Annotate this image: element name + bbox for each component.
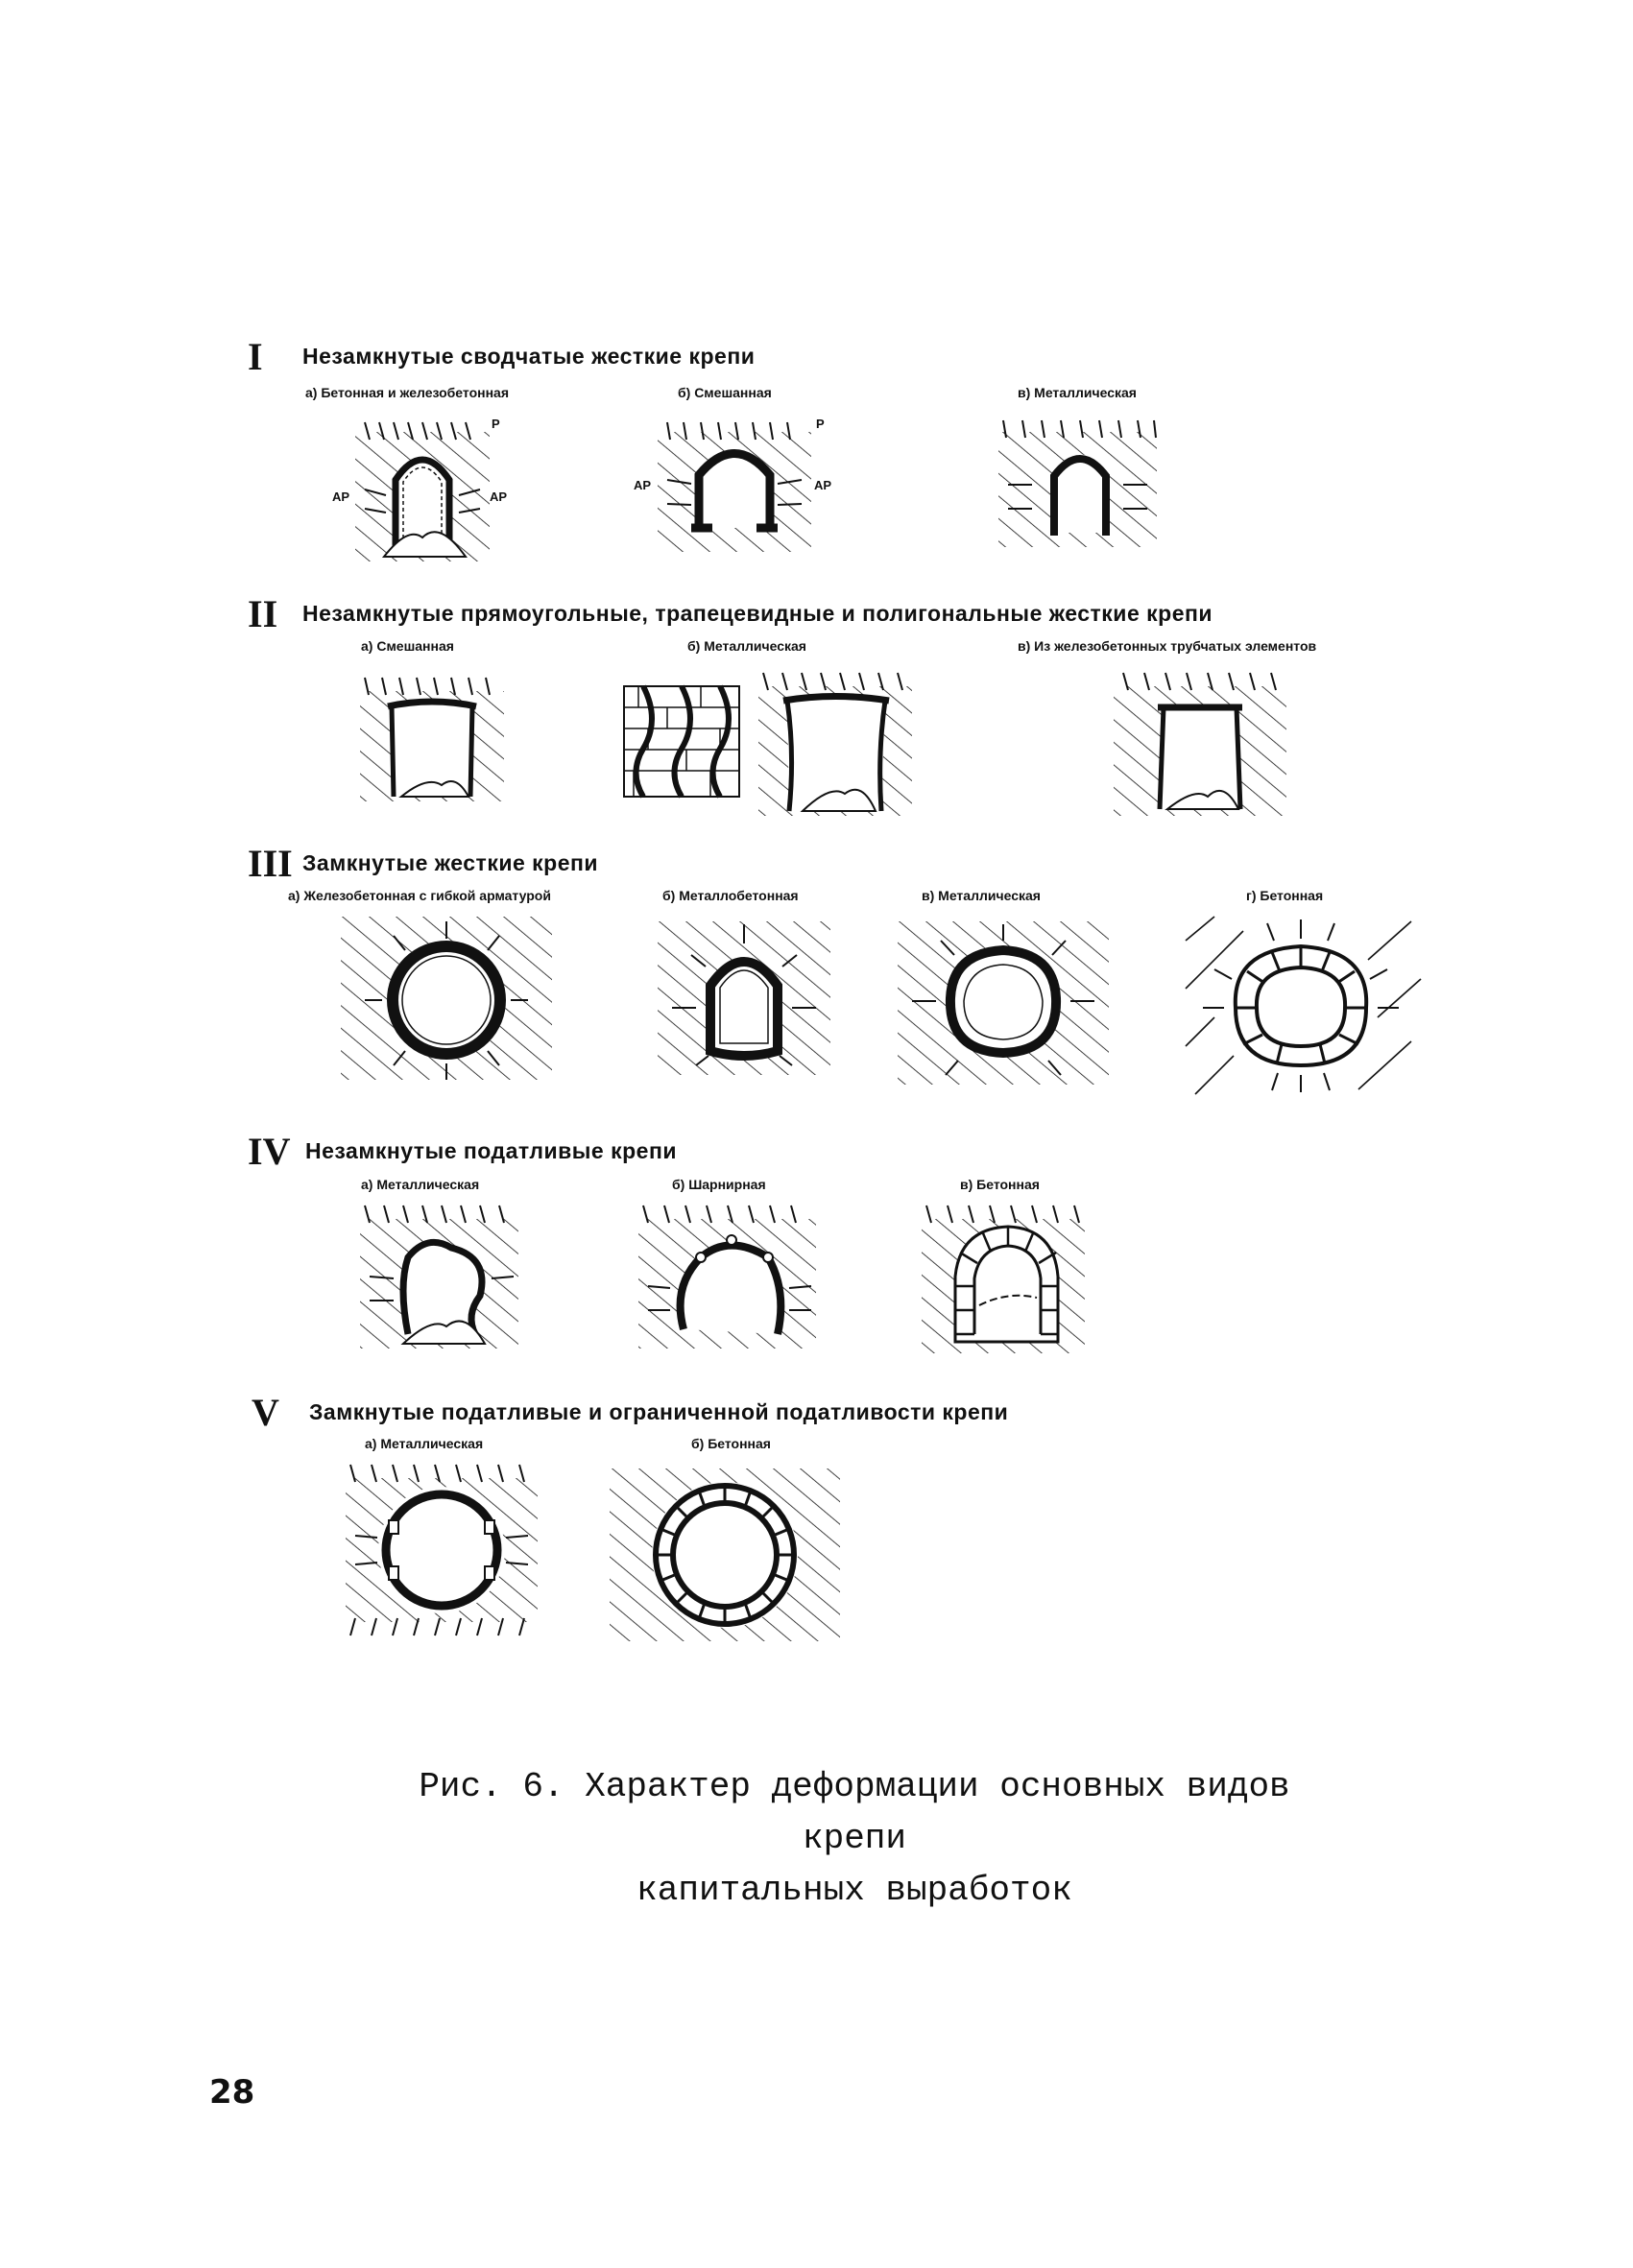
- section-2-item-b: б) Металлическая: [687, 638, 806, 654]
- section-4-item-b: б) Шарнирная: [672, 1177, 766, 1192]
- caption-line-2: капитальных выработок: [636, 1871, 1072, 1910]
- figure-3a-ring-reinforced: [336, 912, 557, 1085]
- figure-4a-yielding-metal: [346, 1200, 528, 1353]
- pressure-label-p-b: P: [816, 417, 825, 431]
- section-5-item-a: а) Металлическая: [365, 1436, 484, 1451]
- figure-5b-closed-yielding-concrete: [600, 1459, 850, 1651]
- pressure-label-ap-left: AP: [332, 489, 350, 504]
- section-5-item-b: б) Бетонная: [691, 1436, 771, 1451]
- figure-1b-arch-mixed: [624, 413, 845, 557]
- figure-1a-arch-concrete: [326, 413, 518, 566]
- figure-1c-arch-metal: [979, 413, 1171, 552]
- pressure-label-ap-right: AP: [490, 489, 508, 504]
- section-4-title: Незамкнутые податливые крепи: [305, 1138, 677, 1163]
- figure-2b-rect-metal: [614, 667, 922, 821]
- figure-4b-hinged: [624, 1200, 826, 1353]
- figure-3d-ring-concrete-blocks: [1176, 912, 1426, 1104]
- section-2-item-a: а) Смешанная: [361, 638, 454, 654]
- section-3-item-c: в) Металлическая: [922, 888, 1041, 903]
- section-2-item-c: в) Из железобетонных трубчатых элементов: [1018, 638, 1317, 654]
- figure-5a-closed-yielding-metal: [331, 1459, 552, 1641]
- figure-caption: [374, 1761, 1334, 1917]
- section-1-item-a: а) Бетонная и железобетонная: [305, 385, 510, 400]
- section-1-title: Незамкнутые сводчатые жесткие крепи: [302, 344, 756, 369]
- section-2-numeral: II: [248, 592, 278, 635]
- figure-2c-rect-tubular: [1104, 667, 1296, 821]
- section-3-title: Замкнутые жесткие крепи: [302, 850, 599, 875]
- pressure-label-ap-left-b: AP: [634, 478, 652, 492]
- figure-4c-yielding-concrete: [912, 1200, 1123, 1363]
- figure-3c-ring-metal: [893, 917, 1114, 1089]
- section-5-numeral: V: [252, 1391, 279, 1434]
- pressure-label-ap-right-b: AP: [814, 478, 832, 492]
- section-3-item-b: б) Металлобетонная: [662, 888, 799, 903]
- section-5-title: Замкнутые податливые и ограниченной податливости крепи: [309, 1399, 1009, 1424]
- section-1-item-b: б) Смешанная: [678, 385, 772, 400]
- section-3-numeral: III: [248, 842, 293, 885]
- section-4-item-c: в) Бетонная: [960, 1177, 1040, 1192]
- section-4-numeral: IV: [248, 1130, 291, 1173]
- section-3-item-a: а) Железобетонная с гибкой арматурой: [288, 888, 551, 903]
- section-1-item-c: в) Металлическая: [1018, 385, 1137, 400]
- figure-2a-rect-mixed: [346, 672, 518, 806]
- section-3-item-d: г) Бетонная: [1246, 888, 1324, 903]
- section-2-title: Незамкнутые прямоугольные, трапецевидные и полигональные жесткие крепи: [302, 601, 1213, 626]
- pressure-label-p: P: [492, 417, 500, 431]
- page-number: 28: [209, 2073, 255, 2112]
- caption-line-1: Рис. 6. Характер деформации основных видов крепи: [419, 1767, 1290, 1858]
- section-1-numeral: I: [248, 335, 263, 378]
- section-4-item-a: а) Металлическая: [361, 1177, 480, 1192]
- figure-3b-metal-concrete: [653, 917, 835, 1080]
